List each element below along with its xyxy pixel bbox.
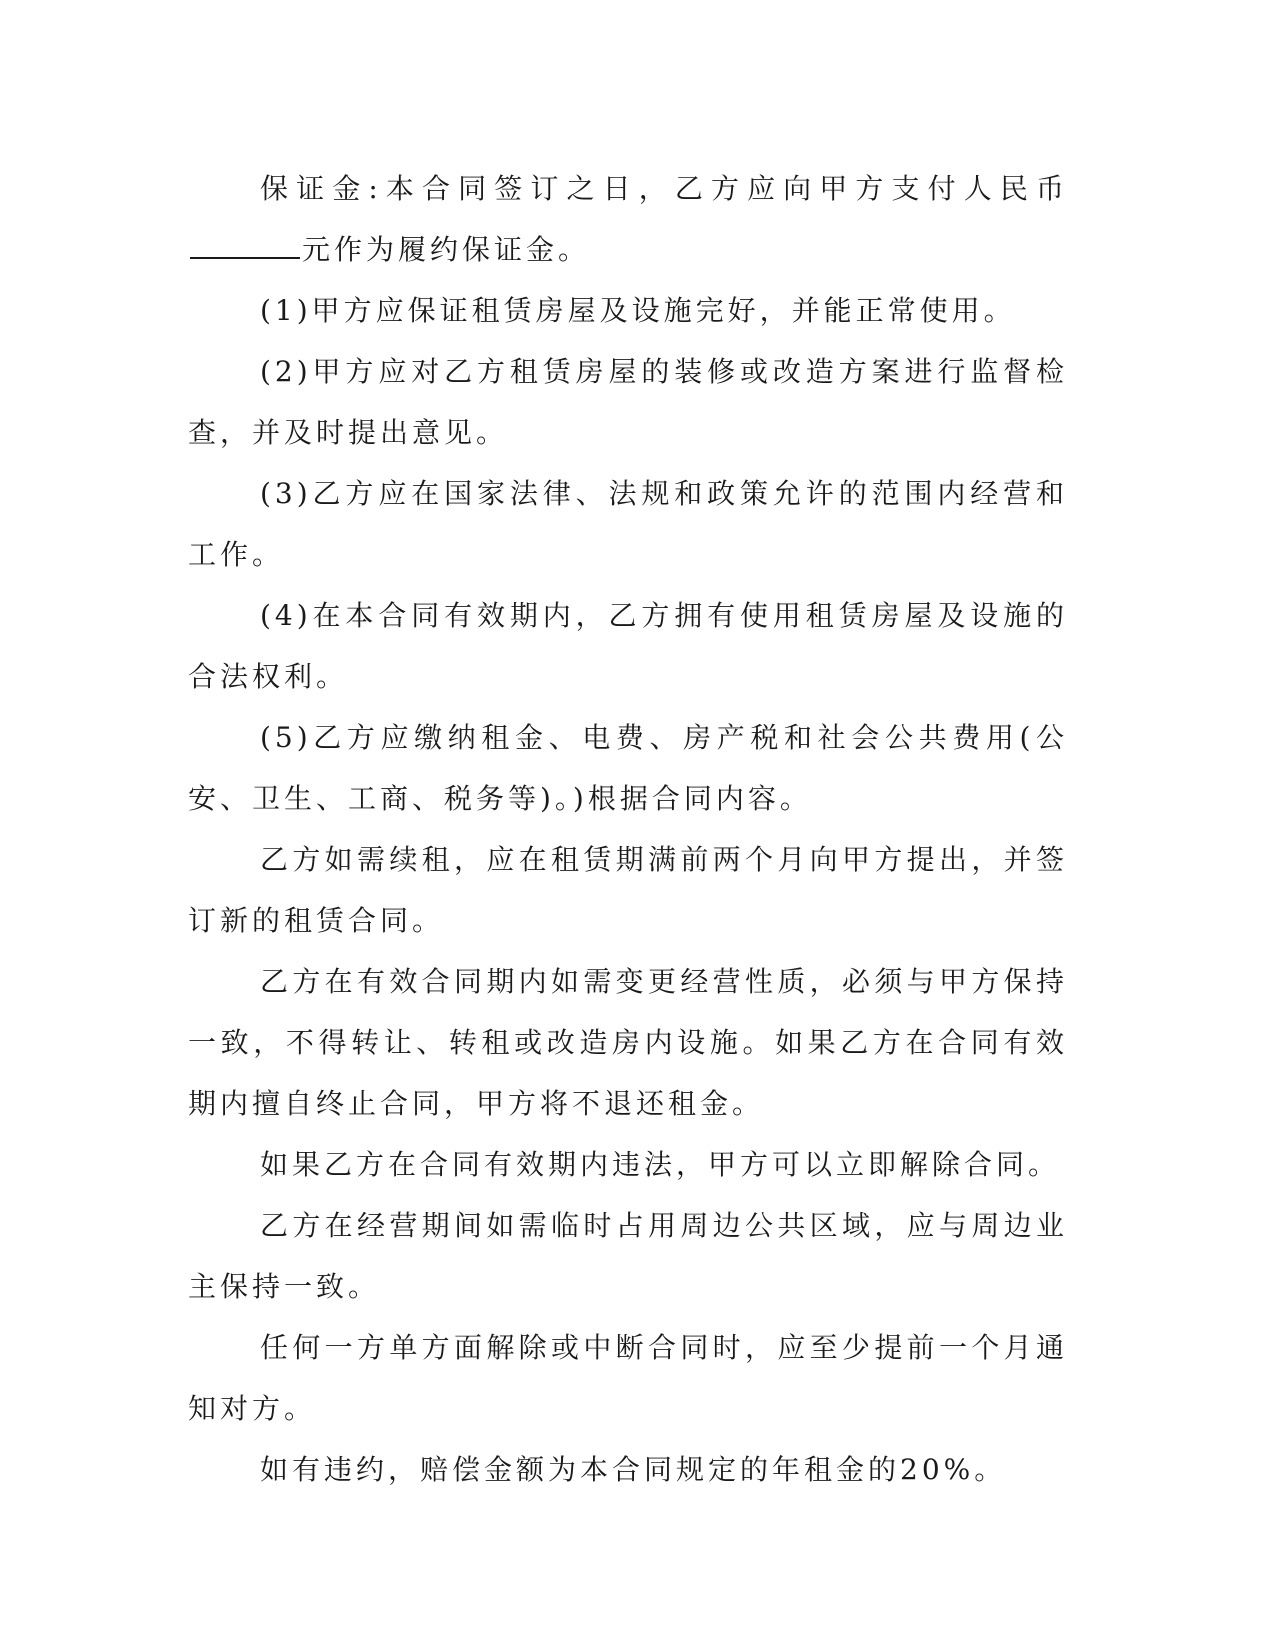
paragraph-penalty: 如有违约，赔偿金额为本合同规定的年租金的20%。: [260, 1453, 1007, 1486]
deposit-text-before: 保证金:本合同签订之日，乙方应向甲方支付人民币: [260, 172, 1068, 205]
paragraph-clause-1: (1)甲方应保证租赁房屋及设施完好，并能正常使用。: [260, 294, 1016, 327]
paragraph-public-area: 乙方在经营期间如需临时占用周边公共区域，应与周边业主保持一致。: [188, 1209, 1068, 1303]
paragraph-business-change: 乙方在有效合同期内如需变更经营性质，必须与甲方保持一致，不得转让、转租或改造房内设施。如果乙方在合同有效期内擅自终止合同，甲方将不退还租金。: [188, 965, 1068, 1120]
paragraph-clause-2: (2)甲方应对乙方租赁房屋的装修或改造方案进行监督检查，并及时提出意见。: [188, 355, 1068, 449]
deposit-text-after: 元作为履约保证金。: [302, 233, 591, 266]
paragraph-violation: 如果乙方在合同有效期内违法，甲方可以立即解除合同。: [260, 1148, 1061, 1181]
paragraph-deposit: [188, 158, 1068, 280]
paragraph-termination-notice: 任何一方单方面解除或中断合同时，应至少提前一个月通知对方。: [188, 1331, 1068, 1425]
amount-blank-line: [190, 231, 300, 259]
paragraph-renewal: 乙方如需续租，应在租赁期满前两个月向甲方提出，并签订新的租赁合同。: [188, 843, 1068, 937]
paragraph-clause-5: (5)乙方应缴纳租金、电费、房产税和社会公共费用(公安、卫生、工商、税务等)。)根据合同内容。: [188, 721, 1068, 815]
document-body: [188, 158, 1068, 1500]
paragraph-clause-3: (3)乙方应在国家法律、法规和政策允许的范围内经营和工作。: [188, 477, 1068, 571]
paragraph-clause-4: (4)在本合同有效期内，乙方拥有使用租赁房屋及设施的合法权利。: [188, 599, 1068, 693]
